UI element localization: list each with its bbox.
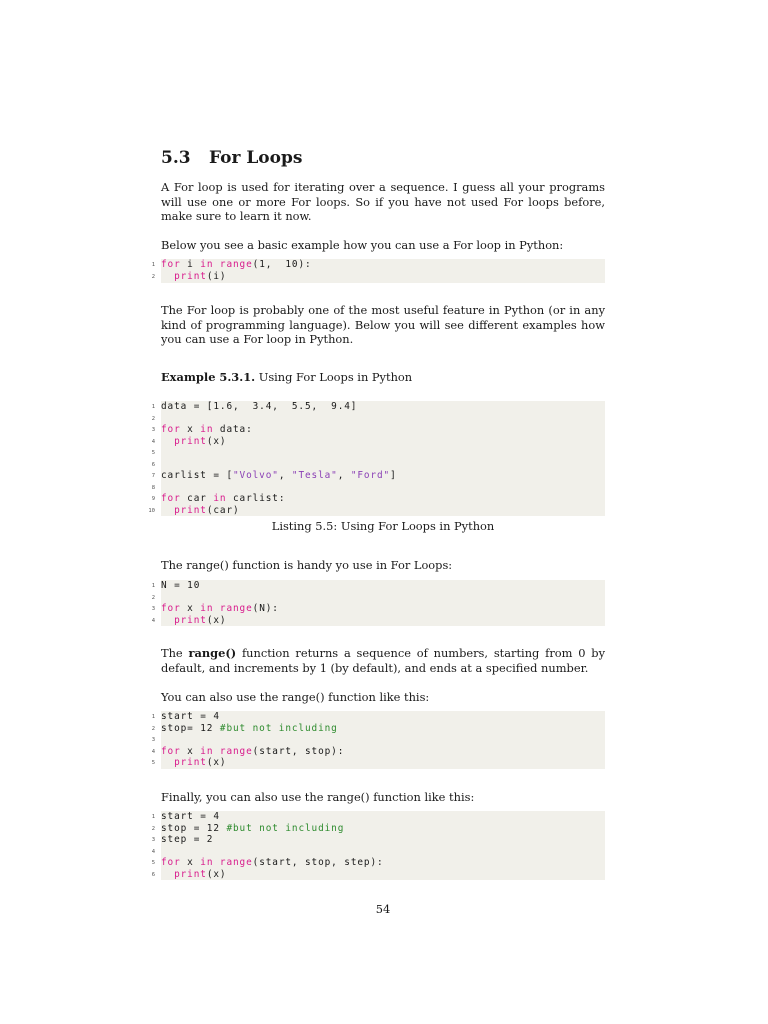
code-text: x	[180, 857, 201, 868]
range-desc-before: The	[161, 646, 189, 660]
line-number: 4	[151, 617, 155, 624]
code-text: data:	[213, 424, 253, 435]
code-block-range-n	[151, 580, 605, 626]
code-text: (x)	[206, 614, 227, 626]
example-heading	[161, 370, 605, 384]
code-text: (x)	[206, 757, 227, 768]
code-string: "Tesla"	[291, 470, 338, 481]
code-keyword: print	[174, 868, 207, 880]
listing-caption: Listing 5.5: Using For Loops in Python	[271, 519, 495, 533]
line-number: 1	[151, 714, 155, 720]
code-text: step = 2	[161, 834, 214, 845]
code-text: stop = 12	[161, 822, 227, 834]
code-keyword: range	[219, 259, 253, 270]
line-number: 8	[151, 484, 155, 491]
code-text: (car)	[206, 504, 240, 516]
code-line	[151, 424, 605, 436]
code-line	[151, 435, 605, 448]
intro-paragraph: A For loop is used for iterating over a sequence. I guess all your programs will use one or more For loops. So if you have not used For loops before, make sure to learn it now.	[161, 180, 605, 224]
code-line	[151, 459, 605, 471]
code-block-example	[148, 401, 605, 516]
code-keyword: print	[174, 614, 207, 626]
code-line	[151, 447, 605, 459]
code-text: (start, stop, step):	[252, 857, 384, 868]
code-line	[151, 493, 605, 505]
range-desc-after: function returns a sequence of numbers, starting from 0 by default, and increments by 1 (by default), and ends at a specified number.	[161, 646, 606, 675]
range-function-name: range()	[188, 646, 237, 660]
code-text: stop= 12	[161, 722, 220, 734]
code-text: (1, 10):	[252, 259, 312, 270]
code-line	[151, 834, 605, 846]
line-number: 1	[151, 262, 155, 268]
line-number: 3	[151, 737, 155, 743]
line-number: 4	[151, 438, 155, 445]
code-line	[151, 722, 605, 735]
line-number: 4	[151, 748, 155, 755]
code-line	[151, 413, 605, 425]
code-line	[151, 868, 605, 881]
code-text	[161, 436, 174, 447]
code-text	[161, 615, 174, 626]
line-number: 2	[151, 594, 155, 601]
code-keyword: for	[161, 493, 181, 504]
code-line	[151, 603, 605, 615]
page-number: 54	[375, 902, 391, 916]
code-block-range-step	[151, 811, 605, 880]
code-block-range-start-stop	[151, 711, 605, 769]
line-number: 3	[151, 427, 155, 433]
section-title: For Loops	[209, 148, 303, 168]
code-text: car	[180, 493, 214, 504]
line-number: 2	[151, 415, 155, 422]
line-number: 6	[151, 461, 155, 468]
code-text: i	[180, 259, 201, 270]
useful-paragraph: The For loop is probably one of the most useful feature in Python (or in any kind of programming language). Below you will see different examples how you can use a For loop in Python.	[161, 303, 605, 347]
code-text: (x)	[206, 868, 227, 880]
code-text: start = 4	[161, 711, 220, 722]
line-number: 1	[151, 404, 155, 410]
code-line	[151, 482, 605, 494]
line-number: 5	[151, 860, 155, 866]
code-text: ,	[278, 470, 292, 481]
line-number: 6	[151, 871, 155, 878]
code-line	[151, 401, 605, 413]
code-line	[151, 846, 605, 858]
code-line	[151, 734, 605, 746]
line-number: 2	[151, 273, 155, 280]
code-text: x	[180, 745, 201, 757]
code-text: x	[180, 424, 201, 435]
code-line	[151, 614, 605, 627]
code-line	[151, 757, 605, 769]
code-keyword: print	[174, 504, 207, 516]
code-text: ,	[337, 470, 351, 481]
code-keyword: for	[161, 424, 181, 435]
code-line	[151, 270, 605, 283]
code-keyword: for	[161, 745, 181, 757]
example-label: Example 5.3.1.	[161, 370, 256, 384]
code-string: "Ford"	[350, 470, 391, 481]
line-number: 7	[151, 473, 155, 479]
code-keyword: range	[219, 857, 253, 868]
line-number: 1	[151, 583, 155, 589]
code-keyword: for	[161, 857, 181, 868]
code-string: "Volvo"	[233, 470, 279, 481]
code-keyword: in	[213, 493, 227, 504]
code-line	[151, 811, 605, 823]
code-text: x	[180, 603, 201, 614]
code-keyword: in	[200, 603, 214, 614]
code-line	[151, 592, 605, 604]
code-line	[151, 711, 605, 723]
code-text	[161, 757, 174, 768]
code-text: ]	[390, 470, 397, 481]
code-line	[148, 504, 605, 517]
code-comment: #but not including	[226, 822, 345, 834]
line-number: 2	[151, 825, 155, 832]
code-keyword: in	[200, 745, 214, 757]
line-number: 4	[151, 848, 155, 855]
code-block-basic	[151, 259, 605, 283]
code-line	[151, 259, 605, 271]
code-keyword: in	[200, 857, 214, 868]
code-line	[151, 745, 605, 758]
code-line	[151, 822, 605, 835]
code-keyword: in	[200, 259, 214, 270]
code-text	[161, 505, 174, 516]
code-text: data = [1.6, 3.4, 5.5, 9.4]	[161, 401, 358, 412]
range-also-paragraph: You can also use the range() function like this:	[161, 690, 430, 704]
code-text	[161, 271, 174, 282]
range-handy-paragraph: The range() function is handy yo use in For Loops:	[161, 558, 453, 572]
range-finally-paragraph: Finally, you can also use the range() function like this:	[161, 790, 475, 804]
code-text: carlist:	[226, 493, 286, 504]
line-number: 1	[151, 814, 155, 820]
code-comment: #but not including	[219, 722, 338, 734]
line-number: 10	[148, 507, 155, 514]
code-keyword: for	[161, 603, 181, 614]
code-keyword: for	[161, 259, 181, 270]
code-line	[151, 580, 605, 592]
line-number: 5	[151, 450, 155, 456]
code-text: (x)	[206, 435, 227, 447]
code-keyword: print	[174, 270, 207, 282]
code-text: (start, stop):	[252, 745, 345, 757]
line-number: 3	[151, 606, 155, 612]
code-text	[161, 869, 174, 880]
code-keyword: in	[200, 424, 214, 435]
code-keyword: range	[219, 603, 253, 614]
code-keyword: print	[174, 435, 207, 447]
range-description-paragraph	[161, 646, 605, 675]
section-number: 5.3	[161, 148, 191, 168]
code-text: carlist = [	[161, 470, 233, 481]
code-text: (i)	[206, 270, 227, 282]
code-keyword: range	[219, 745, 253, 757]
code-text: start = 4	[161, 811, 220, 822]
code-text: N = 10	[161, 580, 201, 591]
code-keyword: print	[174, 757, 207, 768]
code-line	[151, 470, 605, 482]
code-text: (N):	[252, 603, 279, 614]
basic-example-paragraph: Below you see a basic example how you can use a For loop in Python:	[161, 238, 564, 252]
section-heading	[161, 148, 605, 168]
line-number: 5	[151, 760, 155, 766]
code-line	[151, 857, 605, 869]
line-number: 9	[151, 496, 155, 502]
example-title: Using For Loops in Python	[258, 370, 413, 384]
line-number: 3	[151, 837, 155, 843]
line-number: 2	[151, 725, 155, 732]
